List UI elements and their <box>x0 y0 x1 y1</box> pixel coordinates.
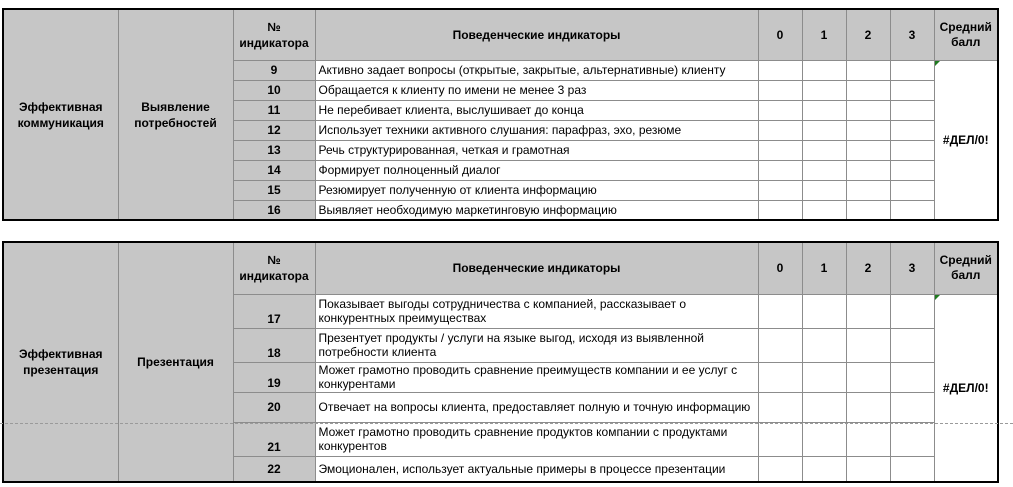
score-cell[interactable] <box>890 362 934 392</box>
score-1-header: 1 <box>802 9 846 60</box>
score-cell[interactable] <box>758 392 802 422</box>
indicators-header: Поведенческие индикаторы <box>315 9 758 60</box>
score-cell[interactable] <box>758 294 802 328</box>
score-cell[interactable] <box>890 60 934 80</box>
indicator-number: 20 <box>233 392 315 422</box>
subcategory-cell: Презентация <box>118 242 233 482</box>
average-score-value: #ДЕЛ/0! <box>942 132 989 147</box>
score-3-header: 3 <box>890 9 934 60</box>
average-header: Средний балл <box>934 9 998 60</box>
score-cell[interactable] <box>802 60 846 80</box>
score-cell[interactable] <box>802 422 846 456</box>
indicator-number: 15 <box>233 180 315 200</box>
score-cell[interactable] <box>890 200 934 220</box>
score-cell[interactable] <box>846 294 890 328</box>
indicator-number: 14 <box>233 160 315 180</box>
score-cell[interactable] <box>846 80 890 100</box>
score-cell[interactable] <box>846 160 890 180</box>
indicator-table-communication <box>2 8 999 221</box>
score-3-header: 3 <box>890 242 934 294</box>
score-cell[interactable] <box>802 200 846 220</box>
score-cell[interactable] <box>890 100 934 120</box>
indicator-number: 21 <box>233 422 315 456</box>
score-cell[interactable] <box>890 328 934 362</box>
average-score-cell[interactable] <box>934 294 998 482</box>
indicator-table-presentation <box>2 241 999 483</box>
category-cell: Эффективная коммуникация <box>3 9 118 220</box>
score-cell[interactable] <box>758 422 802 456</box>
score-cell[interactable] <box>890 120 934 140</box>
average-score-value: #ДЕЛ/0! <box>942 380 989 395</box>
score-cell[interactable] <box>758 100 802 120</box>
score-cell[interactable] <box>890 422 934 456</box>
score-cell[interactable] <box>802 294 846 328</box>
indicator-number: 17 <box>233 294 315 328</box>
score-cell[interactable] <box>802 100 846 120</box>
page-break-line <box>0 423 1013 424</box>
score-cell[interactable] <box>758 180 802 200</box>
indicator-text: Резюмирует полученную от клиента информацию <box>315 180 758 200</box>
score-cell[interactable] <box>890 140 934 160</box>
indicator-text: Обращается к клиенту по имени не менее 3 раз <box>315 80 758 100</box>
score-cell[interactable] <box>802 392 846 422</box>
number-header: № индикатора <box>233 242 315 294</box>
score-2-header: 2 <box>846 242 890 294</box>
indicator-text: Формирует полноценный диалог <box>315 160 758 180</box>
score-1-header: 1 <box>802 242 846 294</box>
indicator-text: Использует техники активного слушания: парафраз, эхо, резюме <box>315 120 758 140</box>
indicator-number: 11 <box>233 100 315 120</box>
indicator-number: 9 <box>233 60 315 80</box>
score-cell[interactable] <box>846 120 890 140</box>
average-score-cell[interactable] <box>934 60 998 220</box>
score-cell[interactable] <box>890 392 934 422</box>
score-0-header: 0 <box>758 9 802 60</box>
score-cell[interactable] <box>802 456 846 482</box>
indicator-text: Отвечает на вопросы клиента, предоставляет полную и точную информацию <box>315 392 758 422</box>
comment-marker-icon <box>935 295 940 300</box>
indicator-number: 12 <box>233 120 315 140</box>
score-cell[interactable] <box>846 392 890 422</box>
score-cell[interactable] <box>802 328 846 362</box>
score-cell[interactable] <box>758 140 802 160</box>
score-cell[interactable] <box>846 140 890 160</box>
indicator-text: Презентует продукты / услуги на языке выгод, исходя из выявленной потребности клиента <box>315 328 758 362</box>
score-cell[interactable] <box>846 362 890 392</box>
score-cell[interactable] <box>802 80 846 100</box>
indicator-text: Речь структурированная, четкая и грамотная <box>315 140 758 160</box>
score-cell[interactable] <box>890 160 934 180</box>
indicator-text: Выявляет необходимую маркетинговую информацию <box>315 200 758 220</box>
score-cell[interactable] <box>846 422 890 456</box>
score-0-header: 0 <box>758 242 802 294</box>
category-cell: Эффективная презентация <box>3 242 118 482</box>
comment-marker-icon <box>935 61 940 66</box>
score-cell[interactable] <box>802 160 846 180</box>
indicator-text: Показывает выгоды сотрудничества с компанией, рассказывает о конкурентных преимуществах <box>315 294 758 328</box>
score-cell[interactable] <box>758 362 802 392</box>
score-cell[interactable] <box>758 60 802 80</box>
indicator-number: 18 <box>233 328 315 362</box>
score-2-header: 2 <box>846 9 890 60</box>
score-cell[interactable] <box>890 80 934 100</box>
score-cell[interactable] <box>758 120 802 140</box>
indicator-text: Эмоционален, использует актуальные примеры в процессе презентации <box>315 456 758 482</box>
score-cell[interactable] <box>846 60 890 80</box>
score-cell[interactable] <box>890 180 934 200</box>
indicators-header: Поведенческие индикаторы <box>315 242 758 294</box>
score-cell[interactable] <box>758 160 802 180</box>
indicator-text: Может грамотно проводить сравнение преимуществ компании и ее услуг с конкурентами <box>315 362 758 392</box>
score-cell[interactable] <box>846 328 890 362</box>
score-cell[interactable] <box>758 456 802 482</box>
score-cell[interactable] <box>846 200 890 220</box>
score-cell[interactable] <box>758 200 802 220</box>
score-cell[interactable] <box>846 456 890 482</box>
number-header: № индикатора <box>233 9 315 60</box>
indicator-text: Активно задает вопросы (открытые, закрытые, альтернативные) клиенту <box>315 60 758 80</box>
indicator-text: Не перебивает клиента, выслушивает до конца <box>315 100 758 120</box>
score-cell[interactable] <box>846 100 890 120</box>
indicator-text: Может грамотно проводить сравнение продуктов компании с продуктами конкурентов <box>315 422 758 456</box>
score-cell[interactable] <box>802 140 846 160</box>
score-cell[interactable] <box>758 328 802 362</box>
score-cell[interactable] <box>758 80 802 100</box>
score-cell[interactable] <box>846 180 890 200</box>
indicator-number: 16 <box>233 200 315 220</box>
indicator-number: 19 <box>233 362 315 392</box>
indicator-number: 22 <box>233 456 315 482</box>
indicator-number: 10 <box>233 80 315 100</box>
indicator-number: 13 <box>233 140 315 160</box>
score-cell[interactable] <box>802 362 846 392</box>
score-cell[interactable] <box>802 180 846 200</box>
subcategory-cell: Выявление потребностей <box>118 9 233 220</box>
score-cell[interactable] <box>890 456 934 482</box>
average-header: Средний балл <box>934 242 998 294</box>
score-cell[interactable] <box>890 294 934 328</box>
score-cell[interactable] <box>802 120 846 140</box>
